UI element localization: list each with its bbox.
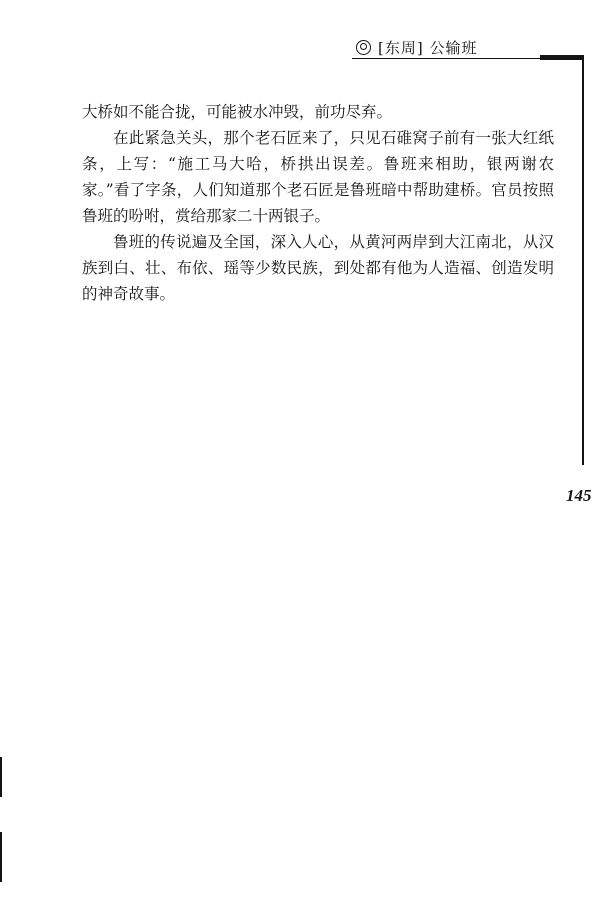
double-circle-icon	[356, 40, 371, 55]
header-rule-accent	[540, 55, 584, 60]
paragraph-1: 大桥如不能合拢，可能被水冲毁，前功尽弃。	[82, 103, 393, 121]
side-rule	[582, 55, 584, 465]
body-text	[82, 99, 554, 307]
paragraph-3: 鲁班的传说遍及全国，深入人心，从黄河两岸到大江南北，从汉族到白、壮、布依、瑶等少数民族，到处都有他为人造福、创造发明的神奇故事。	[82, 233, 554, 303]
scan-edge-mark-lower	[0, 832, 2, 882]
paragraph-2: 在此紧急关头，那个老石匠来了，只见石碓窝子前有一张大红纸条，上写：“施工马大哈，桥拱出误差。鲁班来相助，银两谢农家。”看了字条，人们知道那个老石匠是鲁班暗中帮助建桥。官员按照鲁班的吩咐，赏给那家二十两银子。	[82, 129, 554, 225]
running-header	[356, 36, 477, 58]
scan-edge-mark-upper	[0, 757, 2, 797]
page-number: 145	[566, 486, 592, 505]
header-title: [东周] 公输班	[378, 38, 478, 57]
